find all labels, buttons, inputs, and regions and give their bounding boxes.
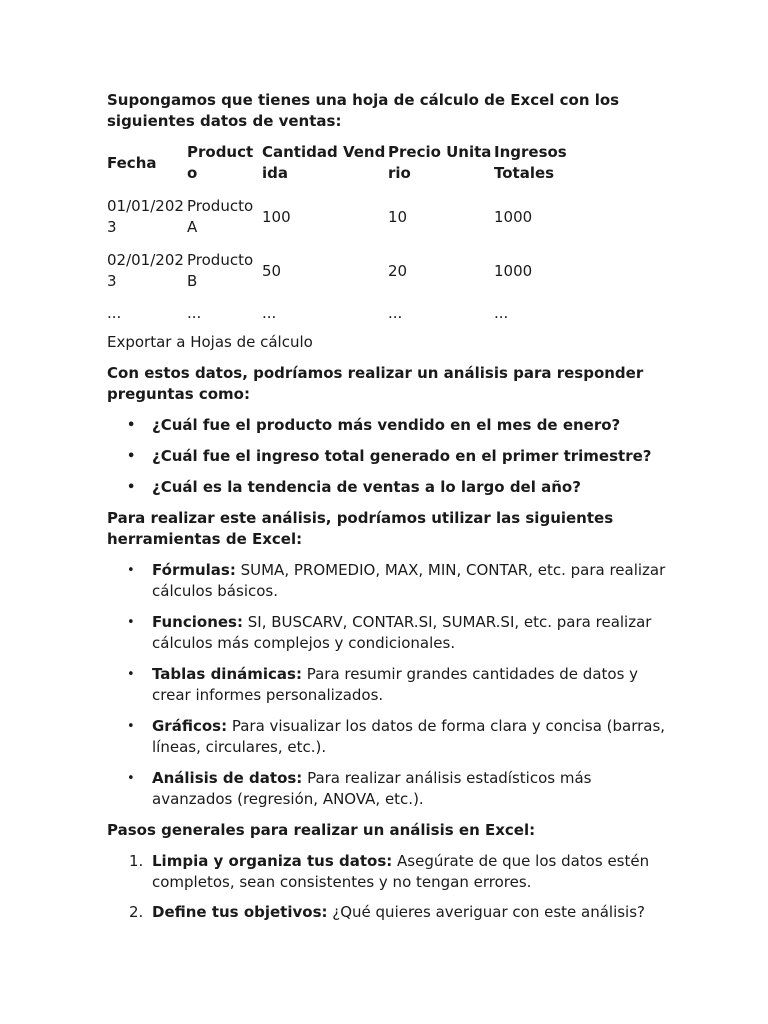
table-cell: ... <box>187 303 202 322</box>
question-text: ¿Cuál fue el ingreso total generado en el primer trimestre? <box>152 447 652 465</box>
tool-desc: Para visualizar los datos de forma clara y concisa (barras, líneas, circulares, etc.). <box>152 717 666 756</box>
list-item <box>107 664 667 706</box>
table-cell: 1000 <box>494 207 533 226</box>
question-text: ¿Cuál fue el producto más vendido en el mes de enero? <box>152 416 621 434</box>
table-header-cell: Fecha <box>107 153 157 172</box>
tools-list <box>107 560 667 810</box>
step-term: Limpia y organiza tus datos: <box>152 852 393 870</box>
table-cell: ... <box>262 303 277 322</box>
table-row <box>107 184 577 238</box>
step-number: 1. <box>129 852 144 870</box>
table-cell: 1000 <box>494 261 533 280</box>
list-item <box>107 446 667 467</box>
tool-desc: SUMA, PROMEDIO, MAX, MIN, CONTAR, etc. para realizar cálculos básicos. <box>152 561 666 600</box>
table-cell: 02/01/2023 <box>107 251 184 290</box>
steps-list <box>107 851 667 923</box>
table-cell: 20 <box>388 261 408 280</box>
table-header-cell: Producto <box>187 143 254 182</box>
list-item <box>107 851 667 893</box>
table-cell: ... <box>494 303 509 322</box>
step-number: 2. <box>129 903 144 921</box>
tool-desc: SI, BUSCARV, CONTAR.SI, SUMAR.SI, etc. para realizar cálculos más complejos y condicionales. <box>152 613 652 652</box>
tool-term: Gráficos: <box>152 717 228 735</box>
list-item <box>107 560 667 602</box>
table-cell: 01/01/2023 <box>107 197 184 236</box>
list-item <box>107 902 667 923</box>
intro-paragraph: Supongamos que tienes una hoja de cálculo de Excel con los siguientes datos de ventas: <box>107 91 620 130</box>
tool-term: Tablas dinámicas: <box>152 665 302 683</box>
tool-desc: Para realizar análisis estadísticos más avanzados (regresión, ANOVA, etc.). <box>152 769 592 808</box>
tool-term: Análisis de datos: <box>152 769 303 787</box>
step-term: Define tus objetivos: <box>152 903 328 921</box>
step-desc: ¿Qué quieres averiguar con este análisis? <box>327 903 646 921</box>
tools-intro-paragraph: Para realizar este análisis, podríamos utilizar las siguientes herramientas de Excel: <box>107 509 614 548</box>
table-cell: 50 <box>262 261 282 280</box>
tool-desc: Para resumir grandes cantidades de datos y crear informes personalizados. <box>152 665 639 704</box>
table-header-cell: Ingresos Totales <box>494 143 567 182</box>
table-cell: Producto A <box>187 197 254 236</box>
list-item <box>107 768 667 810</box>
table-header-row <box>107 142 577 184</box>
list-item <box>107 477 667 498</box>
export-to-sheets-link[interactable]: Exportar a Hojas de cálculo <box>107 333 313 351</box>
table-header-cell: Precio Unitario <box>388 143 492 182</box>
table-row <box>107 292 577 324</box>
tool-term: Fórmulas: <box>152 561 236 579</box>
list-item <box>107 612 667 654</box>
table-cell: 10 <box>388 207 408 226</box>
table-cell: Producto B <box>187 251 254 290</box>
step-desc: Asegúrate de que los datos estén completos, sean consistentes y no tengan errores. <box>152 852 650 891</box>
table-cell: 100 <box>262 207 291 226</box>
document-page <box>107 90 667 932</box>
sales-table <box>107 142 577 324</box>
questions-list <box>107 415 667 498</box>
table-header-cell: Cantidad Vendida <box>262 143 386 182</box>
list-item <box>107 415 667 436</box>
question-text: ¿Cuál es la tendencia de ventas a lo largo del año? <box>152 478 581 496</box>
table-row <box>107 238 577 292</box>
table-cell: ... <box>388 303 403 322</box>
analysis-intro-paragraph: Con estos datos, podríamos realizar un análisis para responder preguntas como: <box>107 364 644 403</box>
list-item <box>107 716 667 758</box>
table-cell: ... <box>107 303 122 322</box>
tool-term: Funciones: <box>152 613 243 631</box>
steps-intro-paragraph: Pasos generales para realizar un análisis en Excel: <box>107 821 536 839</box>
